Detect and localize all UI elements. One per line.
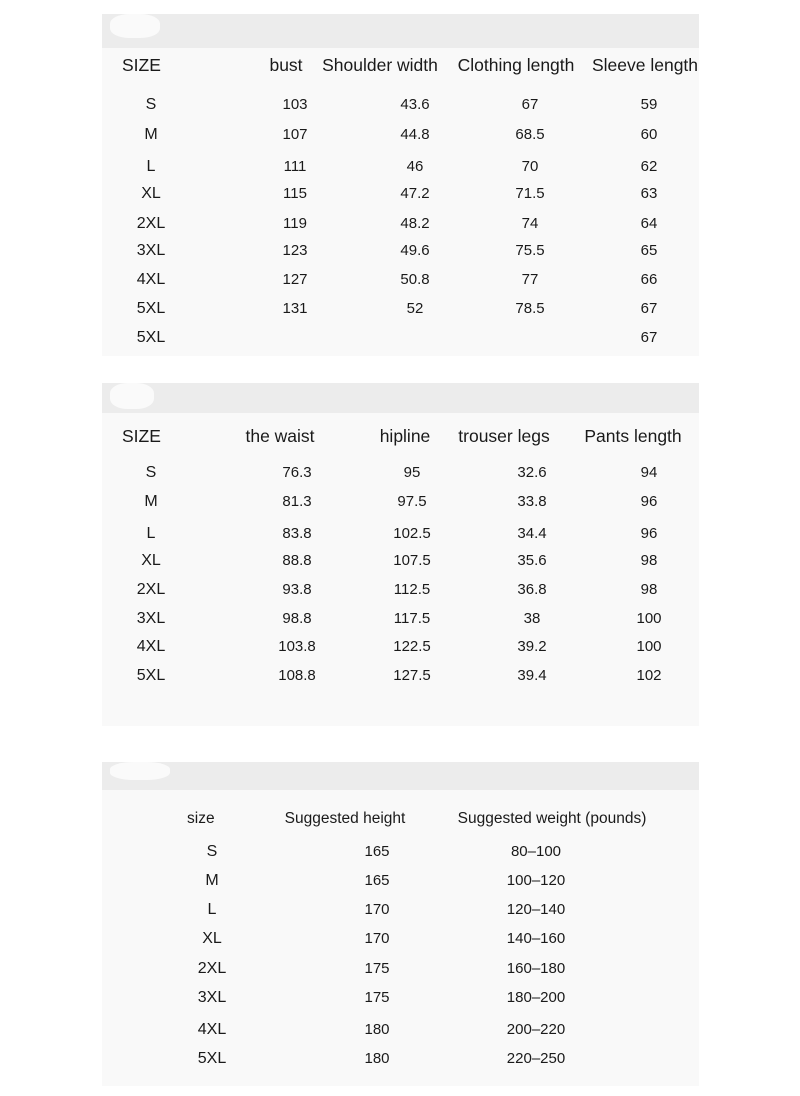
tops-value-cell: 77 xyxy=(521,271,539,288)
tops-table-corner-blur xyxy=(110,14,160,38)
tops-value-cell: 67 xyxy=(521,96,539,113)
pants-value-cell: 36.8 xyxy=(517,581,547,598)
tops-header-cell: Clothing length xyxy=(457,55,575,75)
suggested-size-cell: 5XL xyxy=(197,1050,227,1067)
tops-size-cell: 4XL xyxy=(136,271,166,288)
tops-table-header-band xyxy=(102,14,699,48)
pants-value-cell: 103.8 xyxy=(278,638,316,655)
suggested-size-cell: 4XL xyxy=(197,1021,227,1038)
suggested-size-cell: M xyxy=(205,872,219,889)
tops-value-cell: 119 xyxy=(283,215,307,232)
tops-value-cell: 47.2 xyxy=(400,185,430,202)
suggested-value-cell: 180 xyxy=(364,1021,390,1038)
pants-size-cell: XL xyxy=(141,552,161,569)
tops-size-cell: 5XL xyxy=(136,300,166,317)
pants-size-cell: 4XL xyxy=(136,638,166,655)
pants-value-cell: 122.5 xyxy=(393,638,431,655)
pants-value-cell: 34.4 xyxy=(517,525,547,542)
pants-value-cell: 107.5 xyxy=(393,552,431,569)
pants-value-cell: 81.3 xyxy=(282,493,312,510)
pants-size-cell: 2XL xyxy=(136,581,166,598)
pants-value-cell: 96 xyxy=(640,525,658,542)
tops-value-cell: 67 xyxy=(640,329,658,346)
tops-size-cell: S xyxy=(145,96,157,113)
pants-table-header-band xyxy=(102,383,699,413)
tops-value-cell: 75.5 xyxy=(515,242,545,259)
pants-header-cell: hipline xyxy=(379,426,431,446)
tops-header-cell: bust xyxy=(269,55,303,75)
pants-header-cell: the waist xyxy=(245,426,315,446)
pants-size-cell: S xyxy=(145,464,157,481)
suggested-header-cell: Suggested weight (pounds) xyxy=(457,810,647,827)
pants-value-cell: 98.8 xyxy=(282,610,312,627)
suggested-value-cell: 165 xyxy=(364,843,390,860)
pants-value-cell: 100 xyxy=(636,638,662,655)
pants-value-cell: 98 xyxy=(640,581,658,598)
suggested-value-cell: 165 xyxy=(364,872,390,889)
pants-value-cell: 38 xyxy=(523,610,541,627)
suggested-value-cell: 175 xyxy=(364,989,390,1006)
tops-value-cell: 50.8 xyxy=(400,271,430,288)
tops-size-cell: 5XL xyxy=(136,329,166,346)
tops-size-cell: 2XL xyxy=(136,215,166,232)
tops-value-cell: 60 xyxy=(640,126,658,143)
suggested-value-cell: 100–120 xyxy=(506,872,566,889)
tops-value-cell: 46 xyxy=(406,158,424,175)
suggested-table-header-band xyxy=(102,762,699,790)
suggested-size-cell: S xyxy=(206,843,218,860)
suggested-size-cell: 2XL xyxy=(197,960,227,977)
tops-value-cell: 49.6 xyxy=(400,242,430,259)
tops-header-cell: Sleeve length xyxy=(591,55,699,75)
pants-value-cell: 112.5 xyxy=(393,581,431,598)
tops-value-cell: 66 xyxy=(640,271,658,288)
tops-size-cell: M xyxy=(144,126,158,143)
suggested-header-cell: size xyxy=(187,810,215,827)
tops-value-cell: 127 xyxy=(282,271,308,288)
tops-value-cell: 103 xyxy=(282,96,308,113)
pants-table-corner-blur xyxy=(110,383,154,409)
pants-size-cell: L xyxy=(146,525,156,542)
pants-value-cell: 35.6 xyxy=(517,552,547,569)
pants-value-cell: 98 xyxy=(640,552,658,569)
tops-value-cell: 107 xyxy=(282,126,308,143)
pants-value-cell: 97.5 xyxy=(397,493,427,510)
pants-size-cell: 3XL xyxy=(136,610,166,627)
tops-value-cell: 48.2 xyxy=(400,215,430,232)
tops-value-cell: 67 xyxy=(640,300,658,317)
pants-value-cell: 100 xyxy=(636,610,662,627)
pants-value-cell: 108.8 xyxy=(278,667,316,684)
pants-value-cell: 95 xyxy=(403,464,421,481)
tops-value-cell: 78.5 xyxy=(515,300,545,317)
pants-value-cell: 96 xyxy=(640,493,658,510)
tops-size-cell: XL xyxy=(141,185,161,202)
tops-value-cell: 52 xyxy=(406,300,424,317)
pants-value-cell: 76.3 xyxy=(282,464,312,481)
tops-value-cell: 70 xyxy=(521,158,539,175)
tops-size-cell: L xyxy=(146,158,156,175)
pants-value-cell: 88.8 xyxy=(282,552,312,569)
pants-header-cell: trouser legs xyxy=(458,426,550,446)
tops-value-cell: 68.5 xyxy=(515,126,545,143)
suggested-value-cell: 160–180 xyxy=(506,960,566,977)
pants-value-cell: 102.5 xyxy=(393,525,431,542)
suggested-value-cell: 180 xyxy=(364,1050,390,1067)
tops-header-cell: Shoulder width xyxy=(322,55,438,75)
suggested-value-cell: 180–200 xyxy=(506,989,566,1006)
pants-header-cell: SIZE xyxy=(122,426,161,446)
suggested-value-cell: 170 xyxy=(364,930,390,947)
pants-size-cell: 5XL xyxy=(136,667,166,684)
tops-size-cell: 3XL xyxy=(136,242,166,259)
tops-value-cell: 65 xyxy=(640,242,658,259)
tops-value-cell: 62 xyxy=(640,158,658,175)
pants-size-cell: M xyxy=(144,493,158,510)
pants-value-cell: 33.8 xyxy=(517,493,547,510)
tops-value-cell: 64 xyxy=(640,215,658,232)
tops-value-cell: 43.6 xyxy=(400,96,430,113)
tops-value-cell: 123 xyxy=(282,242,308,259)
pants-value-cell: 94 xyxy=(640,464,658,481)
suggested-value-cell: 140–160 xyxy=(506,930,566,947)
tops-value-cell: 63 xyxy=(640,185,658,202)
suggested-value-cell: 170 xyxy=(364,901,390,918)
pants-value-cell: 117.5 xyxy=(393,610,431,627)
tops-value-cell: 115 xyxy=(283,185,307,202)
tops-header-cell: SIZE xyxy=(122,55,161,75)
pants-header-cell: Pants length xyxy=(584,426,682,446)
tops-value-cell: 131 xyxy=(282,300,308,317)
pants-value-cell: 102 xyxy=(636,667,662,684)
pants-value-cell: 127.5 xyxy=(393,667,431,684)
suggested-value-cell: 80–100 xyxy=(510,843,562,860)
pants-value-cell: 39.2 xyxy=(517,638,547,655)
suggested-size-cell: XL xyxy=(202,930,222,947)
pants-value-cell: 32.6 xyxy=(517,464,547,481)
suggested-size-cell: L xyxy=(207,901,217,918)
suggested-table-corner-blur xyxy=(110,762,170,780)
tops-value-cell: 71.5 xyxy=(515,185,545,202)
suggested-header-cell: Suggested height xyxy=(284,810,406,827)
suggested-value-cell: 120–140 xyxy=(506,901,566,918)
tops-value-cell: 59 xyxy=(640,96,658,113)
suggested-size-cell: 3XL xyxy=(197,989,227,1006)
pants-value-cell: 93.8 xyxy=(282,581,312,598)
suggested-value-cell: 175 xyxy=(364,960,390,977)
pants-value-cell: 83.8 xyxy=(282,525,312,542)
suggested-value-cell: 200–220 xyxy=(506,1021,566,1038)
tops-value-cell: 74 xyxy=(521,215,539,232)
tops-value-cell: 111 xyxy=(283,158,307,175)
tops-value-cell: 44.8 xyxy=(400,126,430,143)
suggested-value-cell: 220–250 xyxy=(506,1050,566,1067)
pants-value-cell: 39.4 xyxy=(517,667,547,684)
